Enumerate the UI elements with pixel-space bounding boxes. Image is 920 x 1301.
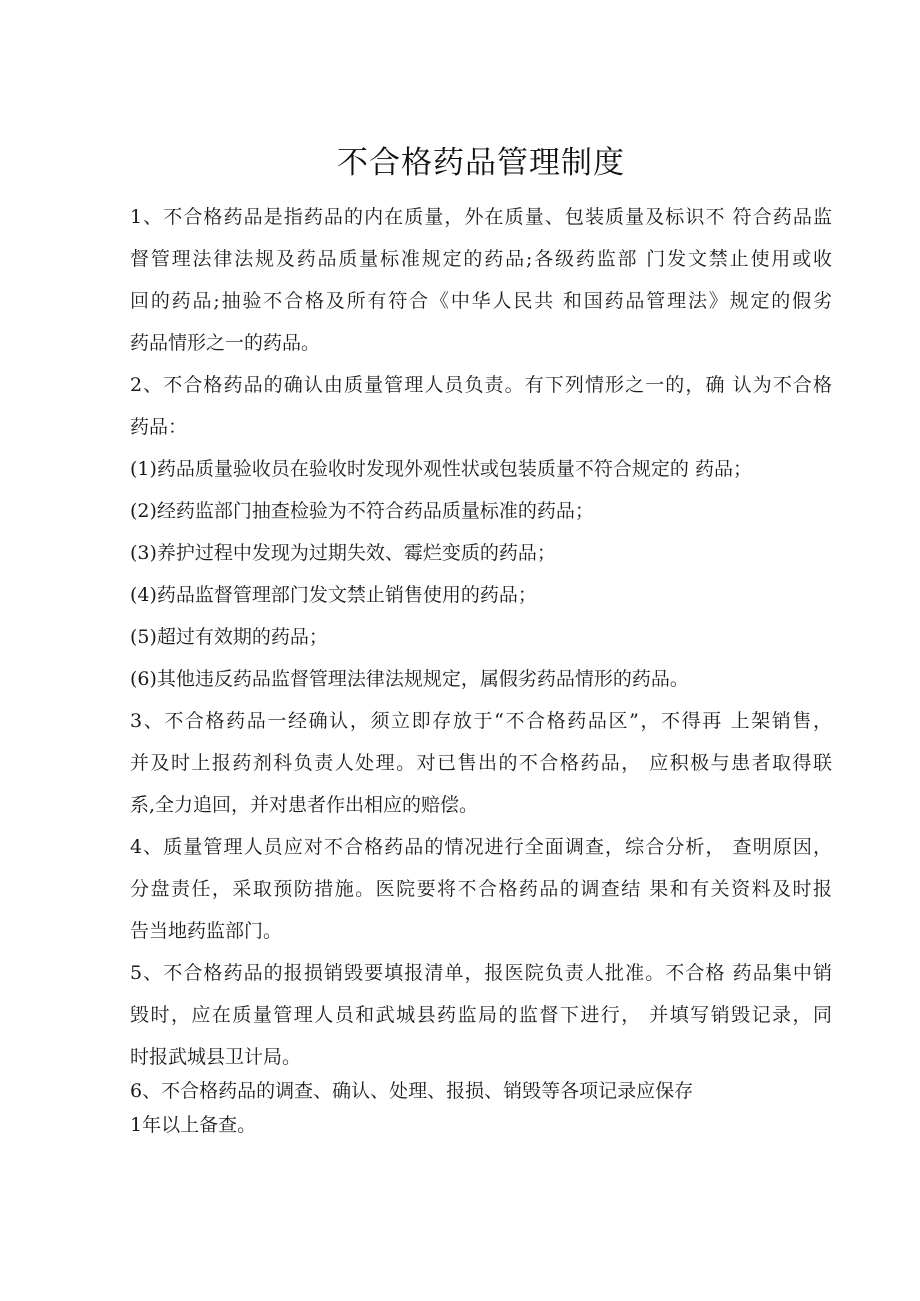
text-line: 时报武城县卫计局。 xyxy=(130,1046,302,1068)
text-line: 3、不合格药品一经确认，须立即存放于“不合格药品区”，不得再 上架销售， xyxy=(130,710,832,732)
text-line: 分盘责任，采取预防措施。医院要将不合格药品的调查结 果和有关资料及时报 xyxy=(130,878,832,900)
document-body xyxy=(130,196,832,1146)
text-line: (6)其他违反药品监督管理法律法规规定，属假劣药品情形的药品。 xyxy=(130,668,689,690)
text-line: 督管理法律法规及药品质量标准规定的药品;各级药监部 门发文禁止使用或收 xyxy=(130,248,832,270)
text-line: 系,全力追回，并对患者作出相应的赔偿。 xyxy=(130,794,479,816)
text-line: 6、不合格药品的调查、确认、处理、报损、销毁等各项记录应保存 xyxy=(130,1080,694,1102)
text-line: 药品情形之一的药品。 xyxy=(130,332,321,354)
document-title: 不合格药品管理制度 xyxy=(337,145,625,181)
text-line: 毁时，应在质量管理人员和武城县药监局的监督下进行， 并填写销毁记录，同 xyxy=(130,1004,832,1026)
text-line: (4)药品监督管理部门发文禁止销售使用的药品； xyxy=(130,584,537,606)
text-line: 2、不合格药品的确认由质量管理人员负责。有下列情形之一的，确 认为不合格 xyxy=(130,374,832,396)
text-line: 药品： xyxy=(130,416,188,438)
text-line: 回的药品;抽验不合格及所有符合《中华人民共 和国药品管理法》规定的假劣 xyxy=(130,290,832,312)
text-line: 1年以上备查。 xyxy=(130,1114,257,1136)
text-line: (3)养护过程中发现为过期失效、霉烂变质的药品； xyxy=(130,542,556,564)
text-line: (2)经药监部门抽查检验为不符合药品质量标准的药品； xyxy=(130,500,594,522)
text-line: 告当地药监部门。 xyxy=(130,920,283,942)
text-line: 并及时上报药剂科负责人处理。对已售出的不合格药品， 应积极与患者取得联 xyxy=(130,752,832,774)
text-line: 1、不合格药品是指药品的内在质量，外在质量、包装质量及标识不 符合药品监 xyxy=(130,206,832,228)
text-line: (5)超过有效期的药品； xyxy=(130,626,328,648)
text-line: (1)药品质量验收员在验收时发现外观性状或包装质量不符合规定的 药品； xyxy=(130,458,752,480)
text-line: 4、质量管理人员应对不合格药品的情况进行全面调查，综合分析， 查明原因， xyxy=(130,836,832,858)
text-line: 5、不合格药品的报损销毁要填报清单，报医院负责人批准。不合格 药品集中销 xyxy=(130,962,832,984)
